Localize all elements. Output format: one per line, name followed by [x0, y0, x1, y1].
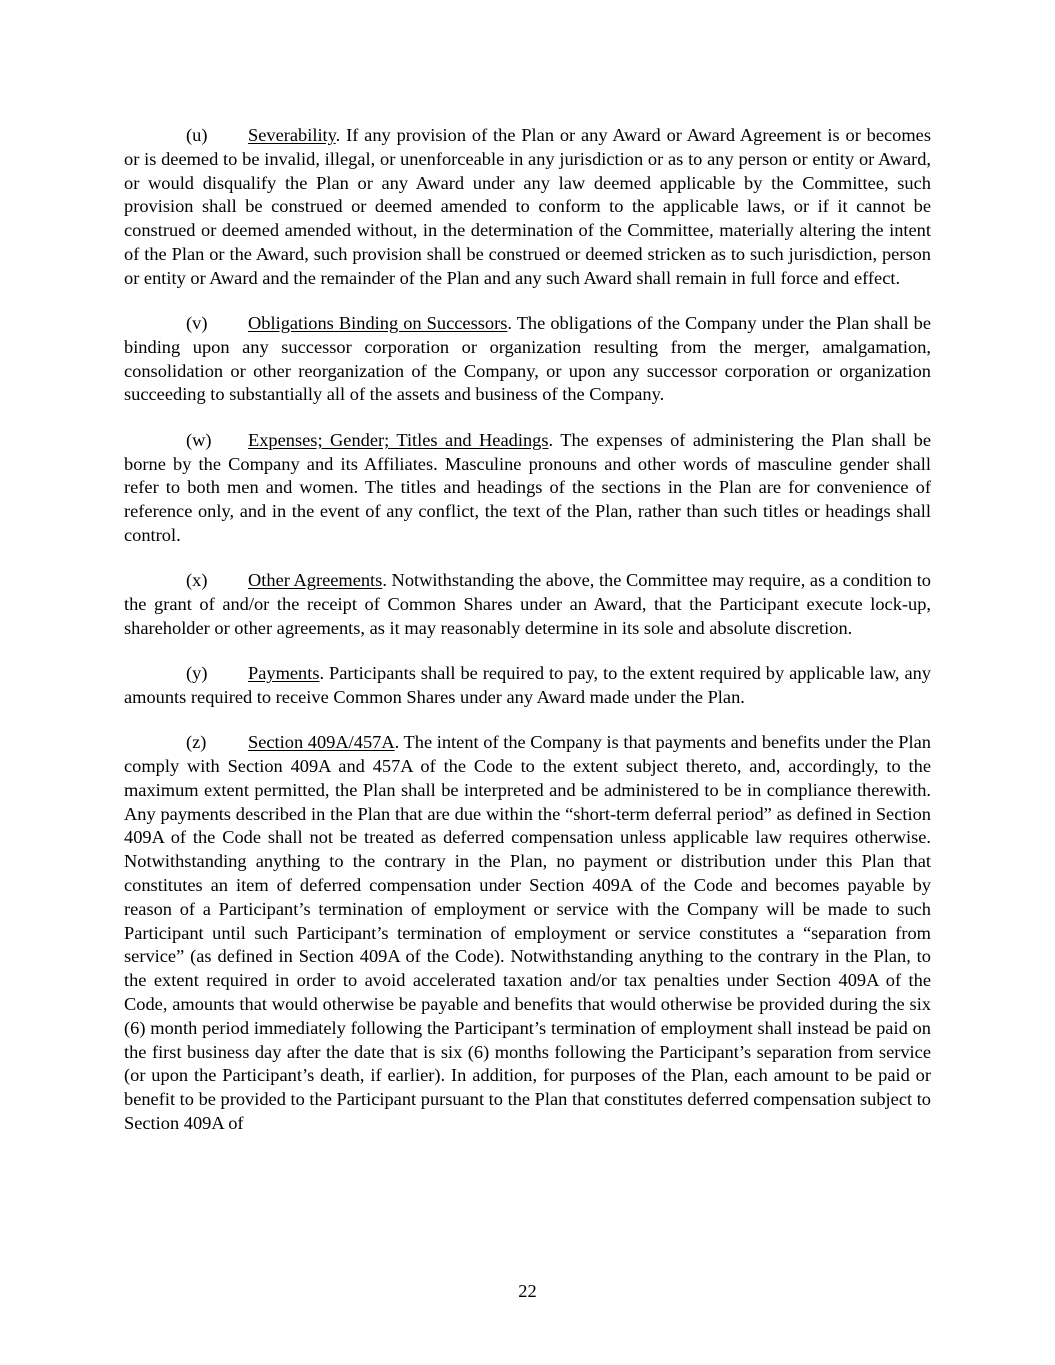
- section-label: (u): [186, 125, 208, 145]
- section-heading: Other Agreements: [248, 570, 383, 591]
- section-heading: Payments: [248, 663, 320, 684]
- section-u: [124, 124, 931, 291]
- section-label: (w): [186, 429, 212, 450]
- section-heading: Obligations Binding on Successors: [248, 313, 508, 334]
- section-label: (x): [186, 570, 208, 591]
- section-body: . If any provision of the Plan or any Award or Award Agreement is or becomes or is deemed to be invalid, illegal, or unenforceable in any jurisdiction or as to any person or entity or Award, or would disqualify the Plan or any Award under any law deemed applicable by the Committee, such provision shall be construed or deemed amended to conform to the applicable laws, or if it cannot be construed or deemed amended without, in the determination of the Committee, materially altering the intent of the Plan or the Award, such provision shall be construed or deemed stricken as to such jurisdiction, person or entity or Award and the remainder of the Plan and any such Award shall remain in full force and effect.: [124, 125, 931, 288]
- section-label: (y): [186, 663, 208, 684]
- section-heading: Expenses; Gender; Titles and Headings: [248, 429, 549, 450]
- section-body: . Participants shall be required to pay, to the extent required by applicable law, any amounts required to receive Common Shares under any Award made under the Plan.: [124, 663, 931, 707]
- document-page: [124, 124, 931, 1157]
- section-label: (z): [186, 732, 207, 753]
- section-body: . The obligations of the Company under the Plan shall be binding upon any successor corporation or organization resulting from the merger, amalgamation, consolidation or other reorganization of the Company, or upon any successor corporation or organization succeeding to substantially all of the assets and business of the Company.: [124, 313, 931, 405]
- section-v: [124, 312, 931, 407]
- section-heading: Severability: [248, 125, 336, 145]
- section-y: [124, 662, 931, 710]
- section-body: . Notwithstanding the above, the Committee may require, as a condition to the grant of and/or the receipt of Common Shares under an Award, that the Participant execute lock-up, shareholder or other agreements, as it may reasonably determine in its sole and absolute discretion.: [124, 570, 932, 638]
- section-x: [124, 569, 931, 640]
- section-w: [124, 429, 931, 548]
- page-number: 22: [518, 1281, 537, 1301]
- section-heading: Section 409A/457A: [248, 732, 395, 753]
- section-label: (v): [186, 313, 208, 334]
- section-body: . The intent of the Company is that payments and benefits under the Plan comply with Section 409A and 457A of the Code to the extent subject thereto, and, accordingly, to the maximum extent permitted, the Plan shall be interpreted and be administered to be in compliance therewith. Any payments described in the Plan that are due within the “short-term deferral period” as defined in Section 409A of the Code shall not be treated as deferred compensation unless applicable law requires otherwise. Notwithstanding anything to the contrary in the Plan, no payment or distribution under this Plan that constitutes an item of deferred compensation under Section 409A of the Code and becomes payable by reason of a Participant’s termination of employment or service with the Company will be made to such Participant until such Participant’s termination of employment or service constitutes a “separation from service” (as defined in Section 409A of the Code). Notwithstanding anything to the contrary in the Plan, to the extent required in order to avoid accelerated taxation and/or tax penalties under Section 409A of the Code, amounts that would otherwise be payable and benefits that would otherwise be provided during the six (6) month period immediately following the Participant’s termination of employment shall instead be paid on the first business day after the date that is six (6) months following the Participant’s separation from service (or upon the Participant’s death, if earlier). In addition, for purposes of the Plan, each amount to be paid or benefit to be provided to the Participant pursuant to the Plan that constitutes deferred compensation subject to Section 409A of: [124, 732, 931, 1133]
- section-body: . The expenses of administering the Plan shall be borne by the Company and its Affiliates. Masculine pronouns and other words of masculine gender shall refer to both men and women. The titles and headings of the sections in the Plan are for convenience of reference only, and in the event of any conflict, the text of the Plan, rather than such titles or headings shall control.: [124, 429, 932, 545]
- section-z: [124, 731, 931, 1136]
